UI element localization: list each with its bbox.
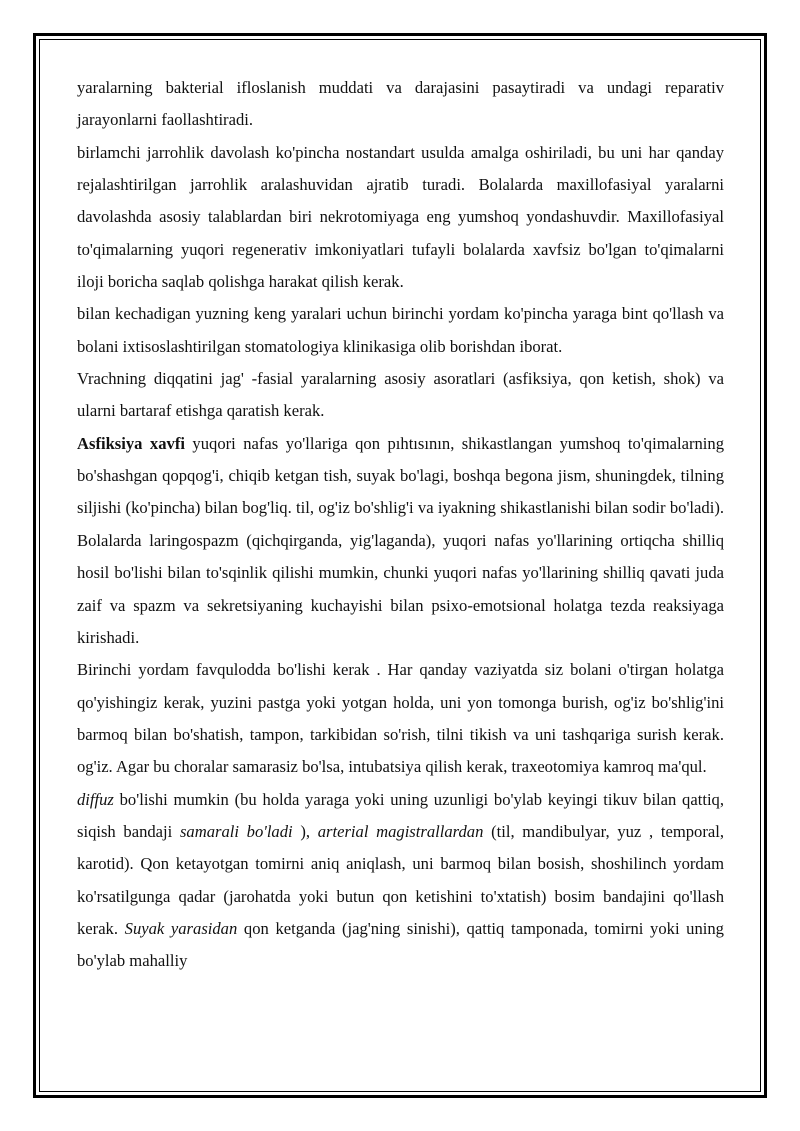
- text-run: (til, mandibulyar, yuz , temporal, karotid). Qon ketayotgan tomirni aniq aniqlash, uni barmoq bilan bosish, shoshilinch yordam ko'rsatilgunga qadar (jarohatda yoki butun qon ketishini to'xtatish) bosim bandajini qo'llash kerak.: [77, 821, 724, 938]
- text-italic: Suyak yarasidan: [124, 918, 238, 938]
- text-run: bilan kechadigan yuzning keng yaralari uchun birinchi yordam ko'pincha yaraga bint qo'llash va bolani ixtisoslashtirilgan stomatologiya klinikasiga olib borishdan iborat.: [77, 304, 724, 356]
- text-italic: samarali bo'ladi: [179, 821, 293, 841]
- text-bold: Asfiksiya xavfi: [77, 433, 185, 453]
- text-run: Birinchi yordam favqulodda bo'lishi kerak . Har qanday vaziyatda siz bolani o'tirgan holatga qo'yishingiz kerak, yuzini pastga yoki yotgan holda, uni yon tomonga burish, og'iz bo'shlig'ini barmoq bilan bo'shatish, tampon, tarkibidan so'rish, tilni tikish va uni tashqariga surish kerak. og'iz. Agar bu choralar samarasiz bo'lsa, intubatsiya qilish kerak, traxeotomiya kamroq ma'qul.: [77, 660, 724, 777]
- paragraph: [77, 363, 724, 428]
- paragraph: [77, 137, 724, 299]
- text-italic: diffuz: [77, 789, 114, 809]
- text-run: bo'lishi mumkin (bu holda yaraga yoki uning uzunligi bo'ylab keyingi tikuv bilan qattiq, siqish bandaji: [77, 789, 724, 841]
- text-run: Vrachning diqqatini jag' -fasial yaralarning asosiy asoratlari (asfiksiya, qon ketish, shok) va ularni bartaraf etishga qaratish kerak.: [77, 369, 724, 421]
- paragraph: [77, 298, 724, 363]
- text-run: yuqori nafas yo'llariga qon pıhtısının, shikastlangan yumshoq to'qimalarning bo'shashgan qopqog'i, chiqib ketgan tish, suyak bo'lagi, boshqa begona jism, shuningdek, tilning siljishi (ko'pincha) bilan bog'liq. til, og'iz bo'shlig'i va iyakning shikastlanishi bilan sodir bo'ladi). Bolalarda laringospazm (qichqirganda, yig'laganda), yuqori nafas yo'llarining ortiqcha shilliq hosil bo'lishi bilan to'sqinlik qilishi mumkin, chunki yuqori nafas yo'llarining shilliq qavati juda zaif va spazm va sekretsiyaning kuchayishi bilan psixo-emotsional holatga tezda reaksiyaga kirishadi.: [77, 433, 724, 647]
- text-run: qon ketganda (jag'ning sinishi), qattiq tamponada, tomirni yoki uning bo'ylab mahalliy: [77, 918, 724, 971]
- text-run: birlamchi jarrohlik davolash ko'pincha nostandart usulda amalga oshiriladi, bu uni har qanday rejalashtirilgan jarrohlik aralashuvidan ajratib turadi. Bolalarda maxillofasiyal yaralarni davolashda asosiy talablardan biri nekrotomiyaga eng yumshoq yondashuvdir. Maxillofasiyal to'qimalarning yuqori regenerativ imkoniyatlari tufayli bolalarda xavfsiz bo'lgan to'qimalarni iloji boricha saqlab qolishga harakat qilish kerak.: [77, 142, 724, 292]
- text-run: yaralarning bakterial ifloslanish muddati va darajasini pasaytiradi va undagi reparativ jarayonlarni faollashtiradi.: [77, 78, 724, 130]
- paragraph: [77, 72, 724, 137]
- paragraph: [77, 428, 724, 654]
- paragraph: [77, 784, 724, 978]
- paragraph: [77, 654, 724, 783]
- document-body: [77, 72, 724, 978]
- text-italic: arterial magistrallardan: [317, 821, 484, 841]
- text-run: ),: [292, 821, 318, 841]
